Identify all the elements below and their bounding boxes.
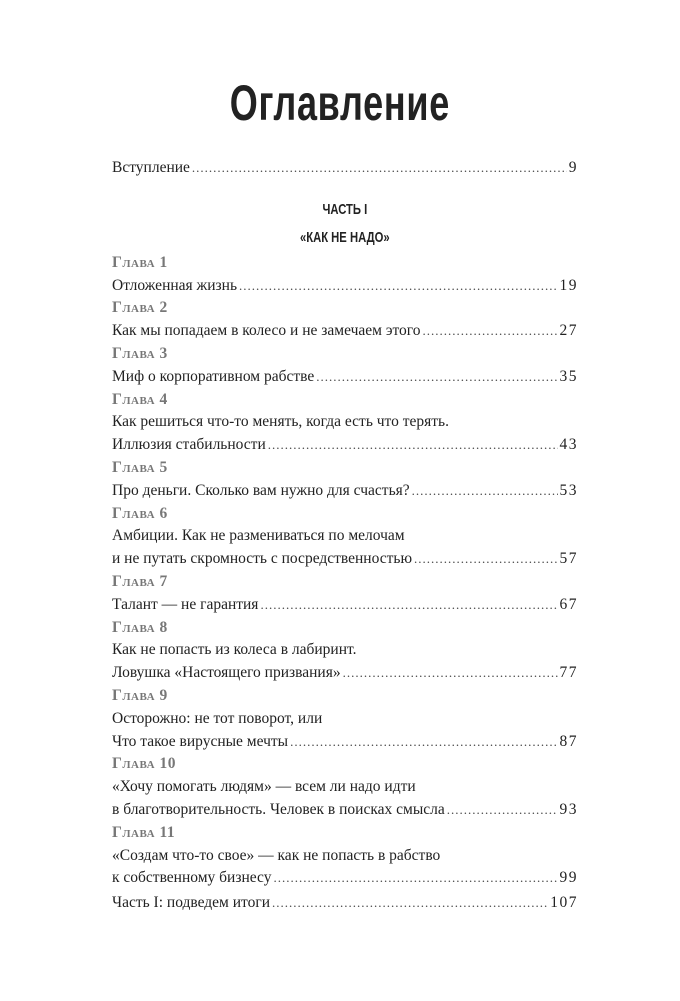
- dot-leader: [447, 799, 558, 822]
- chapter-label: Глава 11: [112, 823, 176, 841]
- page-title: Оглавление: [229, 75, 451, 131]
- entry-title: Про деньги. Сколько вам нужно для счастья?: [112, 481, 410, 499]
- page-number: 27: [559, 322, 578, 340]
- chapter-list: [112, 252, 578, 890]
- dot-leader: [192, 157, 567, 180]
- chapter-title-line: [112, 480, 578, 503]
- chapter-title-line: [112, 662, 578, 685]
- entry-title: «Создам что-то свое» — как не попасть в рабство: [112, 846, 441, 864]
- toc-chapter[interactable]: [112, 389, 578, 457]
- chapter-title-line: [112, 594, 578, 617]
- toc-chapter[interactable]: [112, 617, 578, 685]
- page-number: 9: [568, 159, 578, 176]
- entry-title: Отложенная жизнь: [112, 276, 238, 294]
- page-number: 99: [559, 869, 578, 887]
- page-number: 57: [559, 550, 578, 568]
- entry-title: Как не попасть из колеса в лабиринт.: [112, 641, 357, 659]
- page-number: 77: [559, 664, 578, 682]
- page-number: 35: [559, 367, 578, 385]
- chapter-title-line: [112, 275, 578, 298]
- toc-chapter[interactable]: [112, 753, 578, 821]
- entry-title: Что такое вирусные мечты: [112, 732, 289, 750]
- dot-leader: [260, 594, 557, 617]
- dot-leader: [239, 275, 557, 298]
- entry-title: Ловушка «Настоящего призвания»: [112, 664, 341, 682]
- chapter-title-line: [112, 639, 578, 662]
- chapter-title-line: [112, 434, 578, 457]
- chapter-title-line: [112, 320, 578, 343]
- page-number: 107: [550, 894, 578, 912]
- entry-title: Вступление: [112, 159, 190, 176]
- entry-title: Амбиции. Как не размениваться по мелочам: [112, 527, 405, 545]
- page-number: 87: [559, 732, 578, 750]
- toc-chapter[interactable]: [112, 343, 578, 389]
- part-subtitle: «КАК НЕ НАДО»: [300, 228, 390, 246]
- toc-chapter[interactable]: [112, 503, 578, 571]
- page-number: 43: [559, 436, 578, 454]
- chapter-title-line: [112, 366, 578, 389]
- dot-leader: [290, 731, 557, 754]
- chapter-label: Глава 2: [112, 299, 168, 317]
- dot-leader: [343, 662, 558, 685]
- page-number: 19: [559, 276, 578, 294]
- chapter-title-line: [112, 708, 578, 731]
- entry-title: Как решиться что-то менять, когда есть что терять.: [112, 413, 450, 431]
- chapter-label: Глава 8: [112, 618, 168, 636]
- toc-chapter[interactable]: [112, 457, 578, 503]
- entry-title: «Хочу помогать людям» — всем ли надо идти: [112, 778, 416, 796]
- chapter-label: Глава 5: [112, 458, 168, 476]
- entry-title: Как мы попадаем в колесо и не замечаем этого: [112, 322, 421, 340]
- chapter-title-line: [112, 799, 578, 822]
- toc-entry-summary[interactable]: [112, 892, 578, 915]
- dot-leader: [414, 548, 557, 571]
- chapter-title-line: [112, 731, 578, 754]
- dot-leader: [273, 867, 557, 890]
- dot-leader: [412, 480, 558, 503]
- page-number: 67: [559, 595, 578, 613]
- toc-chapter[interactable]: [112, 252, 578, 298]
- part-label: ЧАСТЬ I: [322, 200, 368, 218]
- toc-chapter[interactable]: [112, 571, 578, 617]
- dot-leader: [316, 366, 557, 389]
- chapter-label: Глава 9: [112, 686, 168, 704]
- entry-title: Часть I: подведем итоги: [112, 894, 270, 912]
- chapter-title-line: [112, 525, 578, 548]
- chapter-title-line: [112, 411, 578, 434]
- dot-leader: [272, 892, 548, 915]
- page-number: 53: [559, 481, 578, 499]
- chapter-title-line: [112, 776, 578, 799]
- chapter-label: Глава 10: [112, 755, 176, 773]
- chapter-label: Глава 3: [112, 344, 168, 362]
- page-number: 93: [559, 800, 578, 818]
- chapter-label: Глава 6: [112, 504, 168, 522]
- entry-title: и не путать скромность с посредственностью: [112, 550, 413, 568]
- chapter-label: Глава 1: [112, 253, 168, 271]
- entry-title: Иллюзия стабильности: [112, 436, 266, 454]
- chapter-title-line: [112, 845, 578, 868]
- entry-title: Миф о корпоративном рабстве: [112, 367, 315, 385]
- chapter-label: Глава 4: [112, 390, 168, 408]
- chapter-label: Глава 7: [112, 572, 168, 590]
- table-of-contents: [112, 157, 578, 915]
- toc-chapter[interactable]: [112, 822, 578, 890]
- toc-chapter[interactable]: [112, 297, 578, 343]
- entry-title: Осторожно: не тот поворот, или: [112, 709, 323, 727]
- chapter-title-line: [112, 548, 578, 571]
- toc-entry-intro[interactable]: [112, 157, 578, 180]
- entry-title: в благотворительность. Человек в поисках смысла: [112, 800, 445, 818]
- dot-leader: [423, 320, 558, 343]
- chapter-title-line: [112, 867, 578, 890]
- dot-leader: [268, 434, 558, 457]
- entry-title: к собственному бизнесу: [112, 869, 272, 887]
- entry-title: Талант — не гарантия: [112, 595, 259, 613]
- toc-chapter[interactable]: [112, 685, 578, 753]
